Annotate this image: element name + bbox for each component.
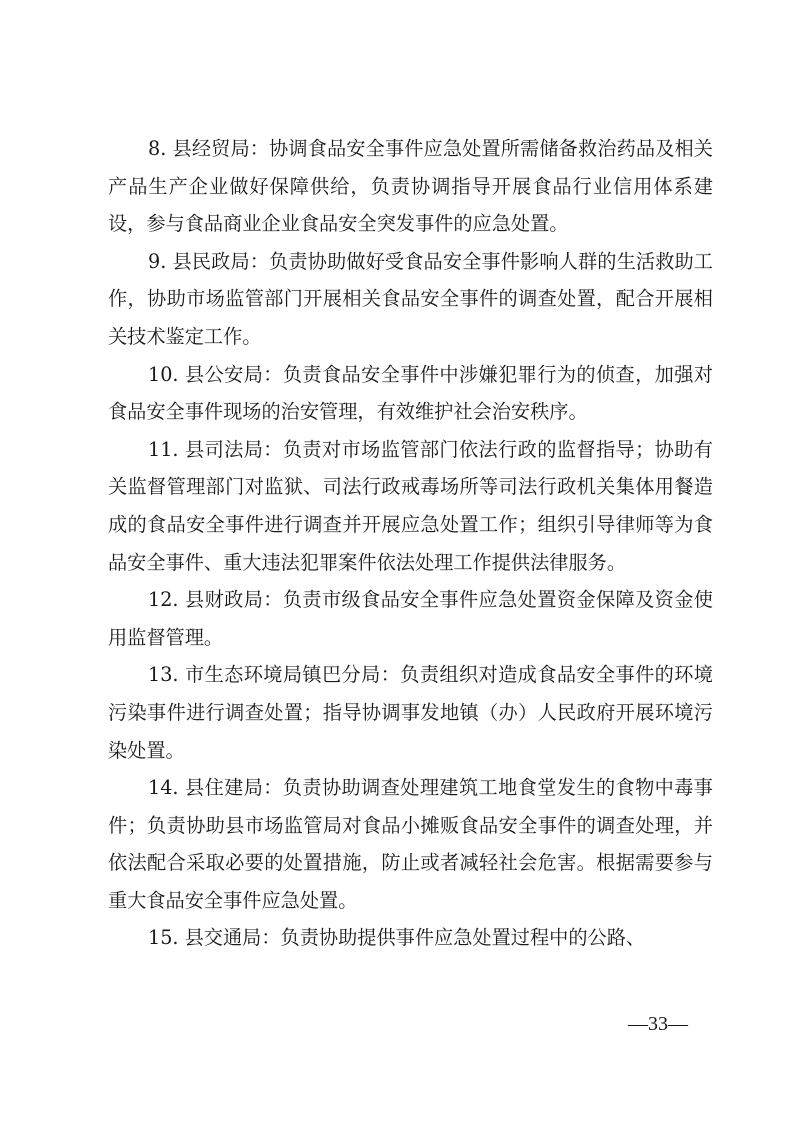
paragraph-gongan-bureau: 10. 县公安局：负责食品安全事件中涉嫌犯罪行为的侦查，加强对食品安全事件现场的治安管理，有效维护社会治安秩序。 bbox=[108, 362, 713, 424]
paragraph-ecology-environment-branch: 13. 市生态环境局镇巴分局：负责组织对造成食品安全事件的环境污染事件进行调查处置；指导协调事发地镇（办）人民政府开展环境污染处置。 bbox=[108, 663, 713, 762]
document-body bbox=[108, 130, 713, 957]
paragraph-zhujian-bureau: 14. 县住建局：负责协助调查处理建筑工地食堂发生的食物中毒事件；负责协助县市场监管局对食品小摊贩食品安全事件的调查处理，并依法配合采取必要的处置措施，防止或者减轻社会危害。根据需要参与重大食品安全事件应急处置。 bbox=[108, 776, 713, 912]
page-number: —33— bbox=[628, 1013, 688, 1035]
paragraph-sifa-bureau: 11. 县司法局：负责对市场监管部门依法行政的监督指导；协助有关监督管理部门对监狱、司法行政戒毒场所等司法行政机关集体用餐造成的食品安全事件进行调查并开展应急处置工作；组织引导律师等为食品安全事件、重大违法犯罪案件依法处理工作提供法律服务。 bbox=[108, 437, 713, 574]
paragraph-jiaotong-bureau: 15. 县交通局：负责协助提供事件应急处置过程中的公路、 bbox=[148, 926, 646, 950]
paragraph-jingmao-bureau: 8. 县经贸局：协调食品安全事件应急处置所需储备救治药品及相关产品生产企业做好保障供给，负责协调指导开展食品行业信用体系建设，参与食品商业企业食品安全突发事件的应急处置。 bbox=[108, 137, 713, 236]
paragraph-minzheng-bureau: 9. 县民政局：负责协助做好受食品安全事件影响人群的生活救助工作，协助市场监管部门开展相关食品安全事件的调查处置，配合开展相关技术鉴定工作。 bbox=[108, 249, 713, 348]
paragraph-caizheng-bureau: 12. 县财政局：负责市级食品安全事件应急处置资金保障及资金使用监督管理。 bbox=[108, 588, 713, 649]
